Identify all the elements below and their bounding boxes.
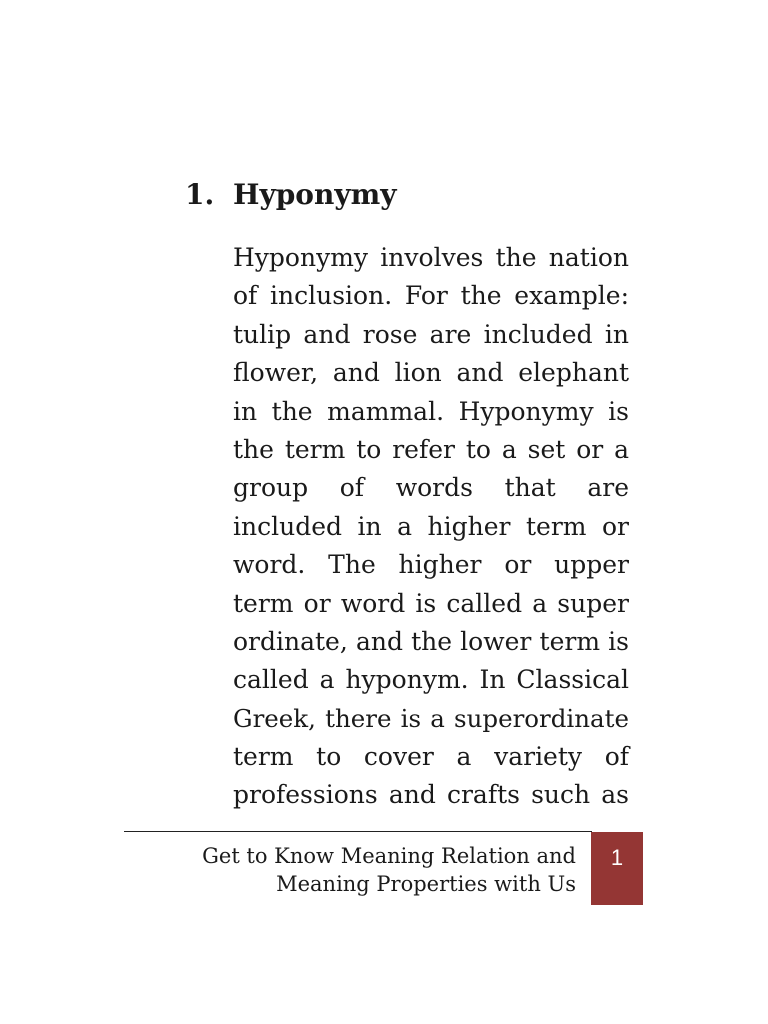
paragraph-line: ordinate, and the lower term is <box>233 626 629 656</box>
paragraph-line: of inclusion. For the example: <box>233 281 629 311</box>
section-title: Hyponymy <box>233 178 397 211</box>
page-number: 1 <box>610 845 624 870</box>
paragraph-line: tulip and rose are included in <box>233 319 629 349</box>
footer-title-line: Meaning Properties with Us <box>276 872 576 896</box>
paragraph-line: flower, and lion and elephant <box>233 358 629 388</box>
section-number: 1. <box>185 178 215 211</box>
footer-title-line: Get to Know Meaning Relation and <box>202 844 576 868</box>
paragraph-line: term or word is called a super <box>233 588 629 618</box>
paragraph-line: group of words that are <box>233 473 629 503</box>
paragraph-line: in the mammal. Hyponymy is <box>233 396 629 426</box>
paragraph-line: called a hyponym. In Classical <box>233 665 629 695</box>
section-heading <box>185 175 397 215</box>
paragraph-line: term to cover a variety of <box>233 742 629 772</box>
paragraph-line: included in a higher term or <box>233 511 629 541</box>
paragraph-line: professions and crafts such as <box>233 780 629 810</box>
paragraph-line: word. The higher or upper <box>233 550 629 580</box>
paragraph-line: Greek, there is a superordinate <box>233 703 629 733</box>
paragraph-line: the term to refer to a set or a <box>233 434 629 464</box>
footer-title <box>156 842 576 898</box>
paragraph-line: Hyponymy involves the nation <box>233 243 629 272</box>
body-paragraph <box>233 239 629 815</box>
page-number-badge <box>591 832 643 905</box>
footer-divider <box>124 831 592 832</box>
